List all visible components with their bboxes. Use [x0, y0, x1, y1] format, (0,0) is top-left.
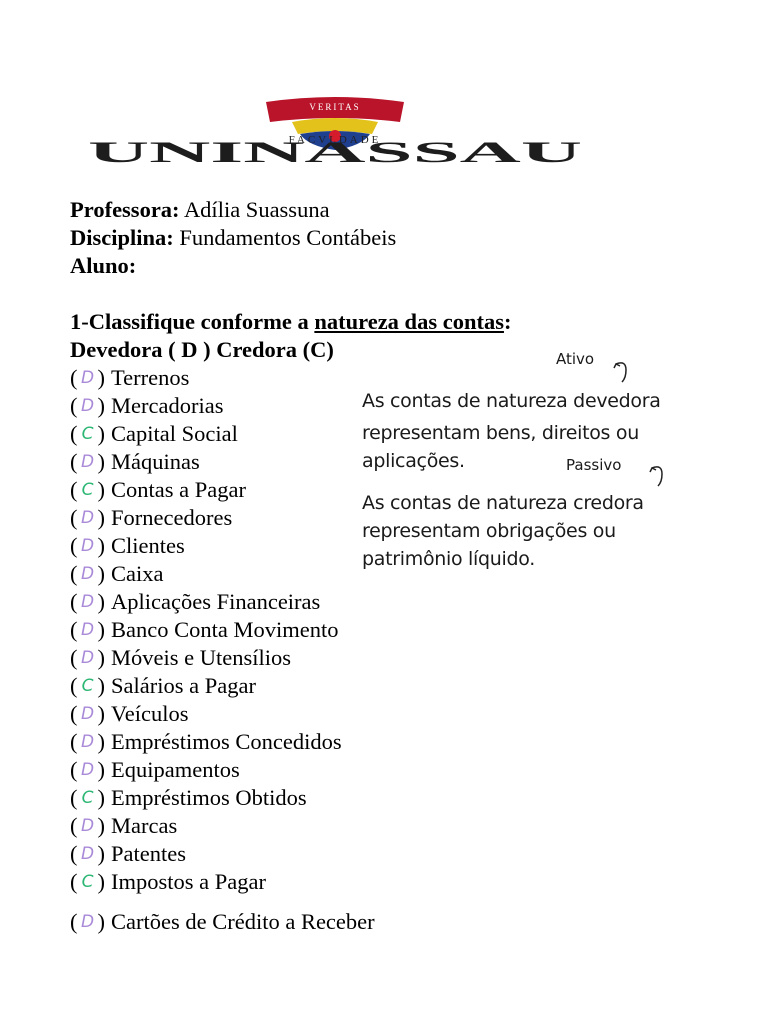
account-label: Cartões de Crédito a Receber [111, 909, 375, 934]
professor-value: Adília Suassuna [183, 197, 330, 222]
account-label: Máquinas [111, 449, 200, 474]
close-paren: ) [97, 909, 105, 934]
account-item [70, 560, 375, 588]
close-paren: ) [97, 701, 105, 726]
account-item [70, 868, 375, 896]
professor-label: Professora: [70, 197, 180, 222]
curved-arrow-icon [648, 462, 670, 490]
debit-mark: D [80, 760, 95, 780]
account-item [70, 476, 375, 504]
close-paren: ) [97, 813, 105, 838]
debit-mark: D [80, 564, 95, 584]
debit-mark: D [80, 536, 95, 556]
account-label: Patentes [111, 841, 186, 866]
open-paren: ( [70, 813, 78, 838]
account-item [70, 532, 375, 560]
close-paren: ) [97, 757, 105, 782]
uninassau-logo [70, 88, 600, 170]
handwritten-passivo-line-1: As contas de natureza credora [362, 492, 644, 514]
account-label: Empréstimos Concedidos [111, 729, 342, 754]
close-paren: ) [97, 841, 105, 866]
account-label: Capital Social [111, 421, 238, 446]
debit-mark: D [80, 704, 95, 724]
open-paren: ( [70, 617, 78, 642]
account-label: Móveis e Utensílios [111, 645, 291, 670]
account-item [70, 812, 375, 840]
credit-mark: C [81, 788, 94, 808]
account-item [70, 644, 375, 672]
account-item [70, 504, 375, 532]
account-item [70, 784, 375, 812]
close-paren: ) [97, 365, 105, 390]
close-paren: ) [97, 561, 105, 586]
handwritten-passivo-line-2: representam obrigações ou [362, 520, 616, 542]
account-item [70, 840, 375, 868]
handwritten-ativo-line-2: representam bens, direitos ou [362, 422, 639, 444]
open-paren: ( [70, 673, 78, 698]
account-label: Fornecedores [111, 505, 233, 530]
account-label: Aplicações Financeiras [111, 589, 321, 614]
open-paren: ( [70, 909, 78, 934]
curved-arrow-icon [612, 358, 634, 386]
open-paren: ( [70, 729, 78, 754]
professor-line [70, 196, 396, 224]
handwritten-ativo-line-1: As contas de natureza devedora [362, 390, 661, 412]
question-legend: Devedora ( D ) Credora (C) [70, 337, 334, 362]
account-label: Impostos a Pagar [111, 869, 266, 894]
open-paren: ( [70, 365, 78, 390]
question-prefix: 1-Classifique conforme a [70, 309, 315, 334]
open-paren: ( [70, 785, 78, 810]
close-paren: ) [97, 729, 105, 754]
open-paren: ( [70, 505, 78, 530]
close-paren: ) [97, 421, 105, 446]
debit-mark: D [80, 592, 95, 612]
debit-mark: D [80, 508, 95, 528]
accounts-list [70, 364, 375, 936]
handwritten-passivo-title: Passivo [566, 456, 622, 474]
account-item [70, 364, 375, 392]
account-label: Veículos [111, 701, 189, 726]
question-title [70, 308, 511, 336]
account-label: Clientes [111, 533, 185, 558]
open-paren: ( [70, 421, 78, 446]
close-paren: ) [97, 449, 105, 474]
open-paren: ( [70, 869, 78, 894]
open-paren: ( [70, 449, 78, 474]
debit-mark: D [80, 396, 95, 416]
subject-label: Disciplina: [70, 225, 174, 250]
open-paren: ( [70, 533, 78, 558]
account-item [70, 728, 375, 756]
logo-banner-text: VERITAS [309, 102, 361, 112]
debit-mark: D [80, 368, 95, 388]
account-item [70, 588, 375, 616]
debit-mark: D [80, 732, 95, 752]
student-line [70, 252, 396, 280]
open-paren: ( [70, 757, 78, 782]
account-label: Empréstimos Obtidos [111, 785, 307, 810]
account-label: Caixa [111, 561, 164, 586]
account-label: Contas a Pagar [111, 477, 246, 502]
account-label: Marcas [111, 813, 178, 838]
account-item [70, 756, 375, 784]
handwritten-passivo-line-3: patrimônio líquido. [362, 548, 535, 570]
account-item [70, 616, 375, 644]
close-paren: ) [97, 869, 105, 894]
account-item [70, 420, 375, 448]
account-item [70, 700, 375, 728]
close-paren: ) [97, 617, 105, 642]
close-paren: ) [97, 477, 105, 502]
close-paren: ) [97, 393, 105, 418]
account-label: Terrenos [111, 365, 190, 390]
open-paren: ( [70, 841, 78, 866]
close-paren: ) [97, 533, 105, 558]
account-item [70, 392, 375, 420]
subject-line [70, 224, 396, 252]
close-paren: ) [97, 785, 105, 810]
credit-mark: C [81, 872, 94, 892]
debit-mark: D [80, 844, 95, 864]
credit-mark: C [81, 676, 94, 696]
debit-mark: D [80, 912, 95, 932]
close-paren: ) [97, 505, 105, 530]
open-paren: ( [70, 645, 78, 670]
open-paren: ( [70, 393, 78, 418]
handwritten-ativo-line-3: aplicações. [362, 450, 465, 472]
close-paren: ) [97, 673, 105, 698]
question-1 [70, 308, 511, 364]
open-paren: ( [70, 561, 78, 586]
close-paren: ) [97, 589, 105, 614]
question-suffix: : [503, 309, 512, 334]
handwritten-ativo-title: Ativo [556, 350, 595, 368]
debit-mark: D [80, 620, 95, 640]
credit-mark: C [81, 424, 94, 444]
student-label: Aluno: [70, 253, 137, 278]
account-label: Salários a Pagar [111, 673, 256, 698]
debit-mark: D [80, 648, 95, 668]
account-label: Banco Conta Movimento [111, 617, 339, 642]
question-underlined: natureza das contas [314, 309, 504, 334]
credit-mark: C [81, 480, 94, 500]
document-header [70, 196, 396, 280]
open-paren: ( [70, 701, 78, 726]
logo-wordmark: UNINASSAU [88, 136, 582, 169]
logo-arc-text: FACVLDADE [288, 134, 382, 146]
open-paren: ( [70, 477, 78, 502]
close-paren: ) [97, 645, 105, 670]
account-item [70, 908, 375, 936]
account-label: Mercadorias [111, 393, 224, 418]
subject-value: Fundamentos Contábeis [179, 225, 397, 250]
account-item [70, 672, 375, 700]
open-paren: ( [70, 589, 78, 614]
account-item [70, 448, 375, 476]
debit-mark: D [80, 452, 95, 472]
debit-mark: D [80, 816, 95, 836]
account-label: Equipamentos [111, 757, 240, 782]
